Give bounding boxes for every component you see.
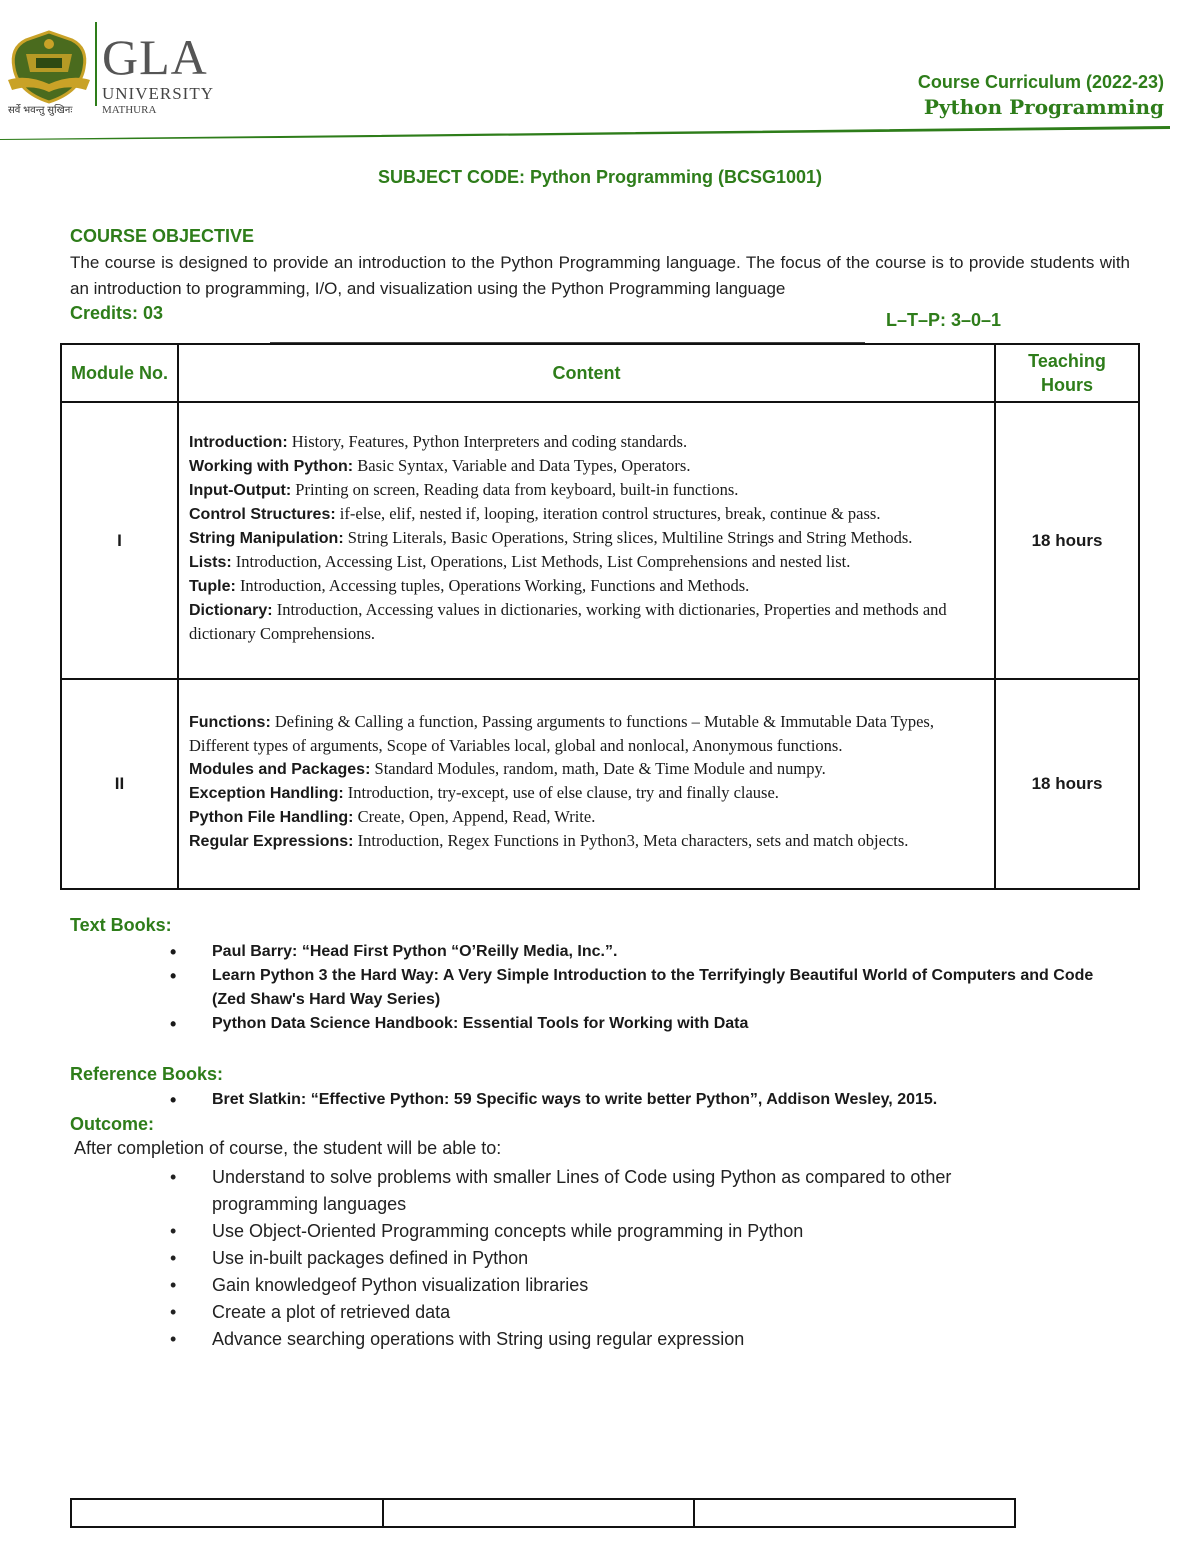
topic-label: Modules and Packages: (189, 760, 371, 778)
list-item: • Learn Python 3 the Hard Way: A Very Simple Introduction to the Terrifyingly Beautiful World of Computers and Code (Zed Shaw's Hard Way Series) (170, 964, 1120, 1012)
topic-desc: Printing on screen, Reading data from keyboard, built-in functions. (291, 480, 739, 499)
reference-books-list (170, 1088, 1120, 1112)
content-line (189, 502, 984, 526)
footer-table (70, 1498, 1016, 1528)
content-line (189, 550, 984, 574)
topic-label: Lists: (189, 554, 232, 571)
outcome-intro: After completion of course, the student will be able to: (74, 1138, 502, 1158)
list-item: • Python Data Science Handbook: Essential Tools for Working with Data (170, 1012, 1120, 1036)
topic-desc: Introduction, Accessing values in dictionaries, working with dictionaries, Properties and methods and dictionary Comprehensions. (189, 600, 947, 643)
teaching-hours: 18 hours (995, 402, 1139, 679)
topic-label: Control Structures: (189, 506, 336, 523)
footer-row (71, 1499, 1015, 1527)
content-line (189, 430, 984, 454)
ltp: L–T–P: 3–0–1 (886, 310, 1002, 330)
topic-desc: String Literals, Basic Operations, String slices, Multiline Strings and String Methods. (343, 528, 913, 547)
reference-books-heading: Reference Books: (70, 1064, 224, 1084)
topic-label: Introduction: (189, 434, 288, 451)
text-books-heading: Text Books: (70, 915, 172, 935)
header-hours: Teaching Hours (995, 344, 1139, 402)
module-content (178, 679, 995, 889)
table-header-row (61, 344, 1139, 402)
logo-city-text: MATHURA (102, 104, 157, 116)
list-item: • Bret Slatkin: “Effective Python: 59 Specific ways to write better Python”, Addison Wesley, 2015. (170, 1088, 1120, 1112)
content-line (189, 454, 984, 478)
topic-desc: Introduction, Regex Functions in Python3, Meta characters, sets and match objects. (353, 830, 909, 850)
topic-desc: Basic Syntax, Variable and Data Types, Operators. (353, 456, 691, 475)
list-item: • Understand to solve problems with smaller Lines of Code using Python as compared to other programming languages (170, 1164, 1050, 1218)
footer-cell (383, 1499, 695, 1527)
objective-text: The course is designed to provide an introduction to the Python Programming language. The focus of the course is to provide students with an introduction to programming, I/O, and visualization using the Python Programming language (70, 253, 1130, 298)
footer-cell (71, 1499, 383, 1527)
list-item: • Use in-built packages defined in Python (170, 1245, 1050, 1272)
header-right (918, 72, 1164, 119)
content-line (189, 781, 984, 805)
university-seal-icon (6, 28, 92, 106)
module-number: II (61, 679, 178, 889)
topic-label: Regular Expressions: (189, 832, 354, 850)
logo-divider (95, 22, 97, 106)
content-line (189, 757, 984, 781)
content-line (189, 478, 984, 502)
topic-desc: Introduction, Accessing List, Operations, List Methods, List Comprehensions and nested list. (231, 552, 851, 571)
topic-desc: History, Features, Python Interpreters and coding standards. (287, 432, 688, 451)
topic-desc: Introduction, try-except, use of else clause, try and finally clause. (343, 782, 779, 802)
content-line (189, 598, 984, 645)
logo-university-text: UNIVERSITY (102, 84, 214, 103)
topic-desc: Introduction, Accessing tuples, Operations Working, Functions and Methods. (235, 576, 750, 595)
topic-desc: Standard Modules, random, math, Date & Time Module and numpy. (370, 758, 826, 778)
topic-label: Exception Handling: (189, 784, 344, 802)
header-subject: Python Programming (923, 95, 1164, 119)
content-line (189, 710, 984, 757)
course-table (60, 343, 1140, 890)
university-logo (6, 18, 214, 116)
list-item: • Advance searching operations with String using regular expression (170, 1326, 1050, 1353)
topic-label: Functions: (189, 713, 271, 731)
outcome-list (170, 1164, 1050, 1353)
module-content (178, 402, 995, 679)
subject-code: SUBJECT CODE: Python Programming (BCSG1001) (377, 167, 823, 187)
topic-label: Input-Output: (189, 482, 292, 499)
topic-label: Working with Python: (189, 458, 354, 475)
table-row (61, 402, 1139, 679)
topic-label: Dictionary: (189, 602, 273, 619)
logo-gla-text: GLA (102, 29, 208, 85)
logo-motto-text: सर्वे भवन्तु सुखिनः (8, 105, 73, 116)
module-number: I (61, 402, 178, 679)
topic-desc: Create, Open, Append, Read, Write. (353, 806, 596, 826)
text-books-list (170, 940, 1120, 1036)
credits: Credits: 03 (70, 303, 164, 323)
topic-desc: if-else, elif, nested if, looping, iteration control structures, break, continue & pass. (335, 504, 881, 523)
curriculum-year: Course Curriculum (2022-23) (917, 72, 1164, 92)
header-divider-line (0, 126, 1170, 140)
topic-label: Tuple: (189, 578, 236, 595)
teaching-hours: 18 hours (995, 679, 1139, 889)
list-item: • Paul Barry: “Head First Python “O’Reilly Media, Inc.”. (170, 940, 1120, 964)
footer-cell (694, 1499, 1015, 1527)
topic-desc: Defining & Calling a function, Passing arguments to functions – Mutable & Immutable Data Types, Different types of arguments, Scope of Variables local, global and nonlocal, Anonymous functions. (189, 711, 934, 755)
list-item: • Create a plot of retrieved data (170, 1299, 1050, 1326)
header-content: Content (178, 344, 995, 402)
content-line (189, 805, 984, 829)
list-item: • Gain knowledgeof Python visualization libraries (170, 1272, 1050, 1299)
topic-label: Python File Handling: (189, 808, 354, 826)
header-module: Module No. (61, 344, 178, 402)
content-line (189, 574, 984, 598)
topic-label: String Manipulation: (189, 530, 344, 547)
content-line (189, 526, 984, 550)
table-row (61, 679, 1139, 889)
list-item: • Use Object-Oriented Programming concepts while programming in Python (170, 1218, 1050, 1245)
content-line (189, 829, 984, 853)
objective-heading: COURSE OBJECTIVE (70, 226, 255, 246)
outcome-heading: Outcome: (70, 1114, 155, 1134)
